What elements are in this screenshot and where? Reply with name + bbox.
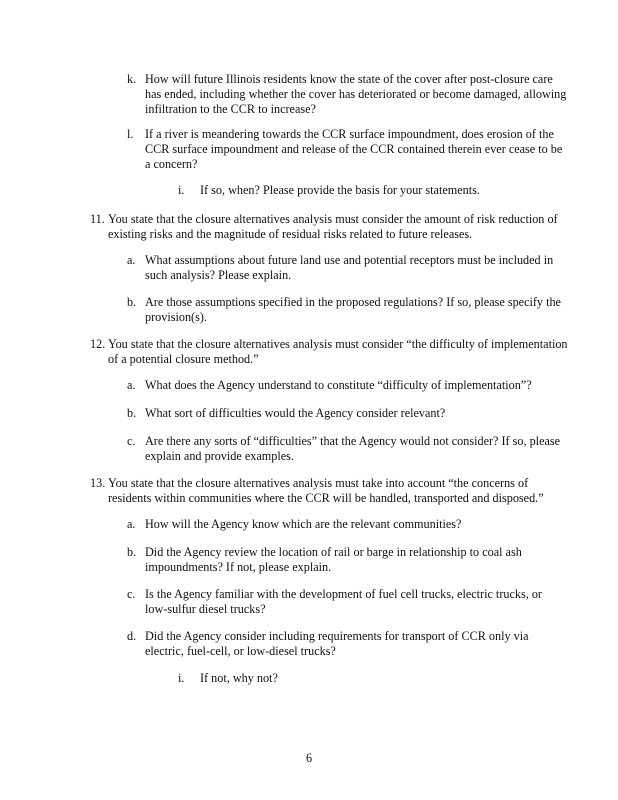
item-13d-i (178, 671, 568, 686)
item-12b (127, 406, 567, 421)
item-13d (127, 629, 567, 659)
item-label: d. (127, 629, 137, 643)
item-label: b. (127, 406, 137, 420)
item-text: How will future Illinois residents know the state of the cover after post-closure care has ended, including whether the cover has deteriorated or become damaged, allowing infiltration to the CCR to increase? (145, 72, 567, 116)
item-label: a. (127, 517, 136, 531)
question-text: You state that the closure alternatives analysis must take into account “the concerns of residents within communities where the CCR will be handled, transported and disposed.” (108, 476, 544, 505)
item-text: If a river is meandering towards the CCR surface impoundment, does erosion of the CCR surface impoundment and release of the CCR contained therein ever cease to be a concern? (145, 127, 563, 171)
item-label: i. (178, 671, 185, 685)
item-text: Are there any sorts of “difficulties” that the Agency would not consider? If so, please explain and provide examples. (145, 434, 561, 463)
item-13c (127, 587, 567, 617)
question-text: You state that the closure alternatives analysis must consider “the difficulty of implementation of a potential closure method.” (108, 337, 568, 366)
item-text: Did the Agency review the location of rail or barge in relationship to coal ash impoundments? If not, please explain. (145, 545, 522, 574)
item-l (127, 127, 567, 172)
item-text: Are those assumptions specified in the proposed regulations? If so, please specify the provision(s). (145, 295, 561, 324)
question-number: 13. (90, 476, 106, 490)
item-label: b. (127, 545, 137, 559)
item-11b (127, 295, 567, 325)
item-text: What does the Agency understand to constitute “difficulty of implementation”? (145, 378, 532, 392)
question-11 (90, 212, 568, 242)
item-k (127, 72, 567, 117)
item-text: If so, when? Please provide the basis for your statements. (200, 183, 480, 197)
item-text: Did the Agency consider including requirements for transport of CCR only via electric, fuel-cell, or low-diesel trucks? (145, 629, 529, 658)
item-13b (127, 545, 567, 575)
item-text: What assumptions about future land use and potential receptors must be included in such analysis? Please explain. (145, 253, 554, 282)
item-label: c. (127, 434, 136, 448)
item-label: c. (127, 587, 136, 601)
item-label: l. (127, 127, 134, 141)
question-12 (90, 337, 568, 367)
item-label: b. (127, 295, 137, 309)
item-label: a. (127, 378, 136, 392)
item-label: a. (127, 253, 136, 267)
item-text: How will the Agency know which are the relevant communities? (145, 517, 462, 531)
item-12a (127, 378, 567, 393)
item-text: What sort of difficulties would the Agency consider relevant? (145, 406, 446, 420)
question-text: You state that the closure alternatives analysis must consider the amount of risk reduction of existing risks and the magnitude of residual risks related to future releases. (108, 212, 558, 241)
item-text: Is the Agency familiar with the development of fuel cell trucks, electric trucks, or low-sulfur diesel trucks? (145, 587, 542, 616)
question-number: 11. (90, 212, 105, 226)
item-label: k. (127, 72, 137, 86)
item-12c (127, 434, 567, 464)
item-label: i. (178, 183, 185, 197)
item-text: If not, why not? (200, 671, 278, 685)
page-number: 6 (305, 751, 313, 765)
item-11a (127, 253, 567, 283)
item-l-i (178, 183, 568, 198)
question-13 (90, 476, 568, 506)
item-13a (127, 517, 567, 532)
question-number: 12. (90, 337, 106, 351)
